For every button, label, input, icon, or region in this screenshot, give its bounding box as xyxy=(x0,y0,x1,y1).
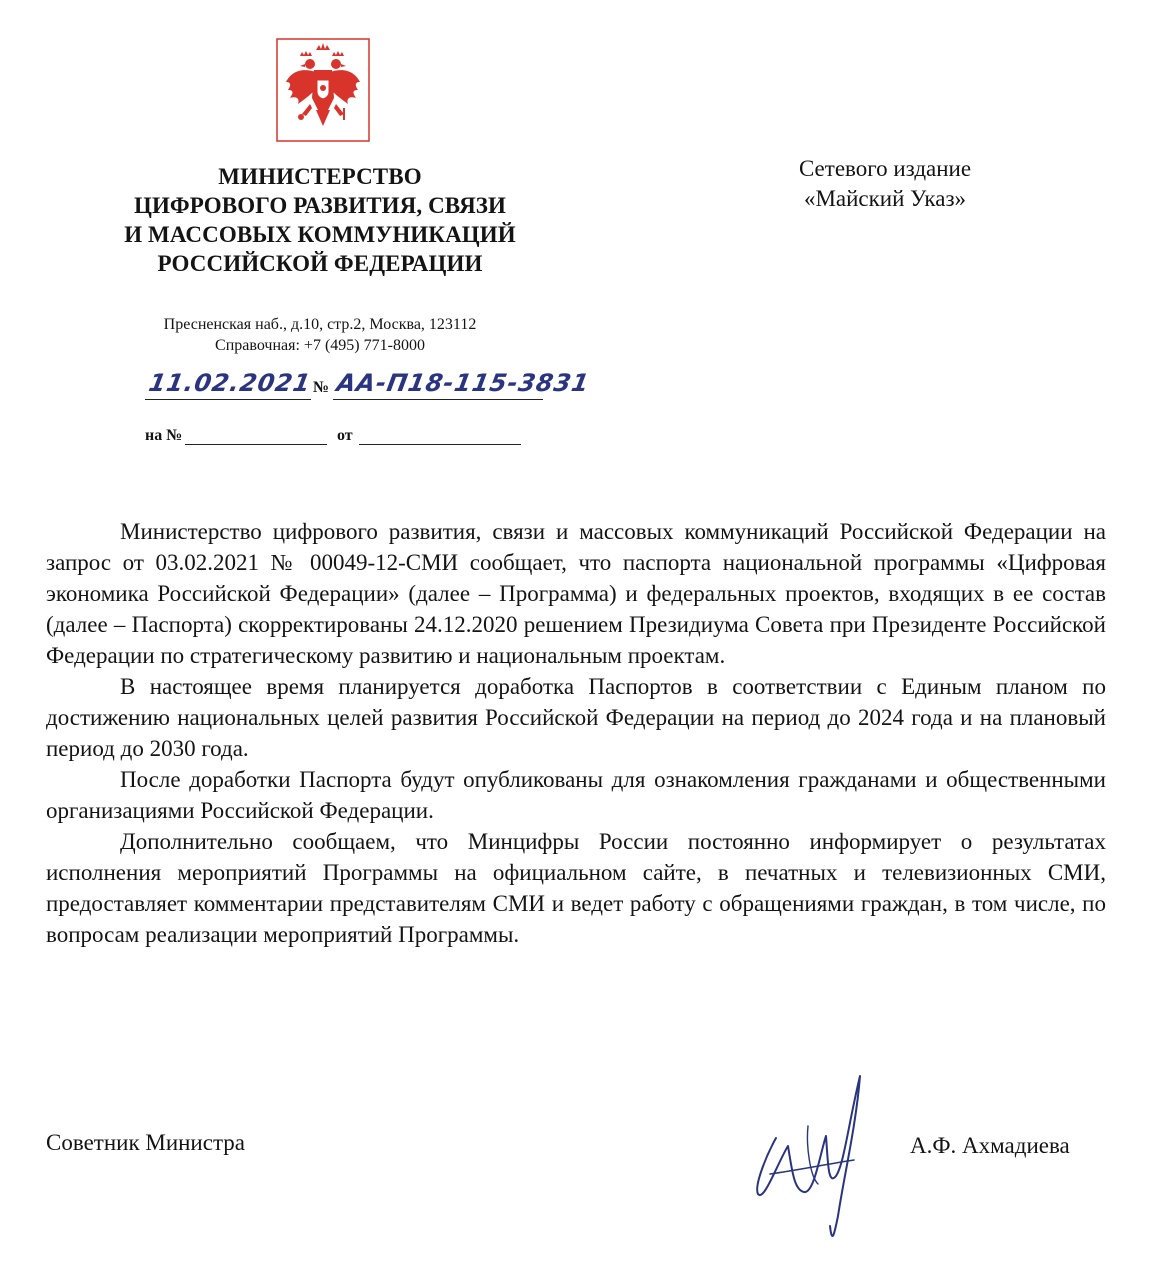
ministry-line: ЦИФРОВОГО РАЗВИТИЯ, СВЯЗИ xyxy=(133,193,507,218)
addressee-block xyxy=(740,154,1030,214)
letter-body xyxy=(46,516,1106,950)
address-text: Пресненская наб., д.10, стр.2, Москва, 123112 xyxy=(163,316,477,333)
reference-line xyxy=(145,424,565,450)
reply-to-blank xyxy=(185,424,327,445)
body-paragraph: Министерство цифрового развития, связи и массовых коммуникаций Российской Федерации на запрос от 03.02.2021 № 00049-12-СМИ сообщает, что паспорта национальной программы «Цифровая экономика Российской Федерации» (далее – Программа) и федеральных проектов, входящих в ее состав (далее – Паспорта) скорректированы 24.12.2020 решением Президиума Совета при Президенте Российской Федерации по стратегическому развитию и национальным проектам. xyxy=(46,519,1106,668)
from-blank xyxy=(359,424,521,445)
reply-to-label: на № xyxy=(145,427,183,444)
outgoing-date-handwritten: 11.02.2021 xyxy=(146,369,314,397)
addressee-line: «Майский Указ» xyxy=(803,186,967,211)
body-paragraph: После доработки Паспорта будут опубликованы для ознакомления гражданами и общественными организациями Российской Федерации. xyxy=(46,767,1106,823)
phone-text: Справочная: +7 (495) 771-8000 xyxy=(215,337,425,354)
registration-line xyxy=(145,366,592,402)
addressee-line: Сетевого издание xyxy=(798,156,972,181)
number-sign: № xyxy=(313,379,330,396)
handwritten-signature xyxy=(748,1066,878,1246)
body-paragraph: Дополнительно сообщаем, что Минцифры России постоянно информирует о результатах исполнения мероприятий Программы на официальном сайте, в печатных и телевизионных СМИ, предоставляет комментарии представителям СМИ и ведет работу с обращениями граждан, в том числе, по вопросам реализации мероприятий Программы. xyxy=(46,829,1106,947)
outgoing-date-field xyxy=(145,366,314,400)
body-paragraph: В настоящее время планируется доработка Паспортов в соответствии с Единым планом по достижению национальных целей развития Российской Федерации на период до 2024 года и на плановый период до 2030 года. xyxy=(46,674,1106,761)
outgoing-number-handwritten: АА-П18-115-3831 xyxy=(334,369,592,397)
ministry-name xyxy=(100,162,540,278)
signer-role: Советник Министра xyxy=(46,1130,245,1155)
ministry-line: И МАССОВЫХ КОММУНИКАЦИЙ xyxy=(124,222,516,247)
signer-name: А.Ф. Ахмадиева xyxy=(910,1133,1070,1158)
outgoing-number-field xyxy=(333,366,592,400)
from-label: от xyxy=(337,427,353,444)
coat-of-arms-emblem xyxy=(276,38,370,142)
ministry-line: МИНИСТЕРСТВО xyxy=(218,164,422,189)
ministry-line: РОССИЙСКОЙ ФЕДЕРАЦИИ xyxy=(157,251,483,276)
contact-info xyxy=(120,314,520,356)
